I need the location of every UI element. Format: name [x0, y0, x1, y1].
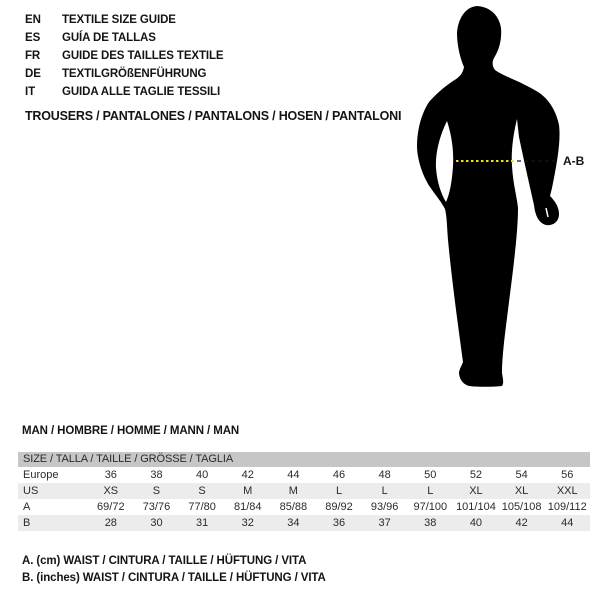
table-cell: 48: [378, 469, 391, 481]
table-cell: 105/108: [501, 501, 542, 513]
table-cell: 44: [561, 517, 574, 529]
table-cell: 38: [424, 517, 437, 529]
language-guide: [25, 11, 224, 101]
language-label: GUÍA DE TALLAS: [62, 32, 156, 44]
size-table: [18, 452, 590, 531]
table-cell: 52: [469, 469, 483, 481]
table-cell: 97/100: [413, 501, 448, 513]
table-cell: XS: [103, 485, 119, 497]
language-label: TEXTILE SIZE GUIDE: [62, 14, 176, 26]
table-cell: 69/72: [97, 501, 125, 513]
table-cell: 38: [150, 469, 163, 481]
table-cell: 42: [241, 469, 254, 481]
row-label: A: [23, 501, 31, 513]
table-cell: 34: [287, 517, 300, 529]
language-label: GUIDE DES TAILLES TEXTILE: [62, 50, 224, 62]
table-cell: 56: [561, 469, 574, 481]
table-cell: L: [335, 485, 343, 497]
table-cell: M: [288, 485, 298, 497]
size-table-header: SIZE / TALLA / TAILLE / GRÖSSE / TAGLIA: [18, 452, 590, 467]
table-cell: 89/92: [325, 501, 353, 513]
language-label: TEXTILGRÖßENFÜHRUNG: [62, 68, 207, 80]
table-cell: 73/76: [142, 501, 171, 513]
table-cell: S: [198, 485, 206, 497]
row-label: Europe: [23, 469, 59, 481]
table-cell: 36: [332, 517, 346, 529]
table-cell: 101/104: [456, 501, 496, 513]
table-cell: 54: [515, 469, 528, 481]
table-row: [18, 499, 590, 515]
note-line: A. (cm) WAIST / CINTURA / TAILLE / HÜFTUNG / VITA: [22, 555, 307, 567]
table-cell: 93/96: [370, 501, 399, 513]
table-cell: 46: [332, 469, 346, 481]
table-cell: S: [152, 485, 161, 497]
language-code: ES: [25, 32, 41, 44]
table-cell: 32: [241, 517, 254, 529]
table-cell: M: [243, 485, 253, 497]
table-cell: 37: [378, 517, 391, 529]
language-row: [25, 11, 224, 29]
table-cell: 36: [104, 469, 117, 481]
language-code: DE: [25, 68, 41, 80]
measure-label: A-B: [563, 154, 585, 168]
section-heading-man: MAN / HOMBRE / HOMME / MANN / MAN: [22, 425, 240, 437]
language-label: GUIDA ALLE TAGLIE TESSILI: [62, 86, 221, 98]
category-heading: TROUSERS / PANTALONES / PANTALONS / HOSEN / PANTALONI: [25, 109, 402, 123]
table-cell: 40: [195, 469, 209, 481]
table-cell: 42: [515, 517, 528, 529]
table-cell: 44: [287, 469, 300, 481]
table-cell: 81/84: [233, 501, 262, 513]
language-code: IT: [25, 86, 36, 98]
table-cell: XXL: [556, 485, 578, 497]
measurement-notes: [22, 553, 326, 586]
table-cell: 30: [150, 517, 163, 529]
note-line: B. (inches) WAIST / CINTURA / TAILLE / HÜFTUNG / VITA: [22, 571, 326, 584]
table-cell: 50: [424, 469, 437, 481]
table-cell: 77/80: [188, 501, 216, 513]
language-row: [25, 29, 224, 47]
size-table-body: [18, 467, 590, 531]
table-row: [18, 483, 590, 499]
table-cell: 109/112: [547, 501, 587, 513]
language-code: FR: [25, 50, 41, 62]
row-label: US: [23, 485, 39, 497]
table-cell: 40: [469, 517, 483, 529]
table-row: [18, 467, 590, 483]
man-silhouette-figure: [405, 0, 600, 420]
language-row: [25, 47, 224, 65]
table-cell: 28: [104, 517, 117, 529]
table-cell: 31: [195, 517, 209, 529]
table-cell: 85/88: [279, 501, 308, 513]
table-cell: XL: [514, 485, 529, 497]
table-cell: L: [381, 485, 388, 497]
table-row: [18, 515, 590, 531]
table-cell: L: [427, 485, 434, 497]
language-row: [25, 83, 224, 101]
row-label: B: [23, 517, 31, 529]
table-cell: XL: [469, 485, 483, 497]
language-row: [25, 65, 224, 83]
language-code: EN: [25, 14, 41, 26]
man-silhouette: [417, 6, 560, 387]
